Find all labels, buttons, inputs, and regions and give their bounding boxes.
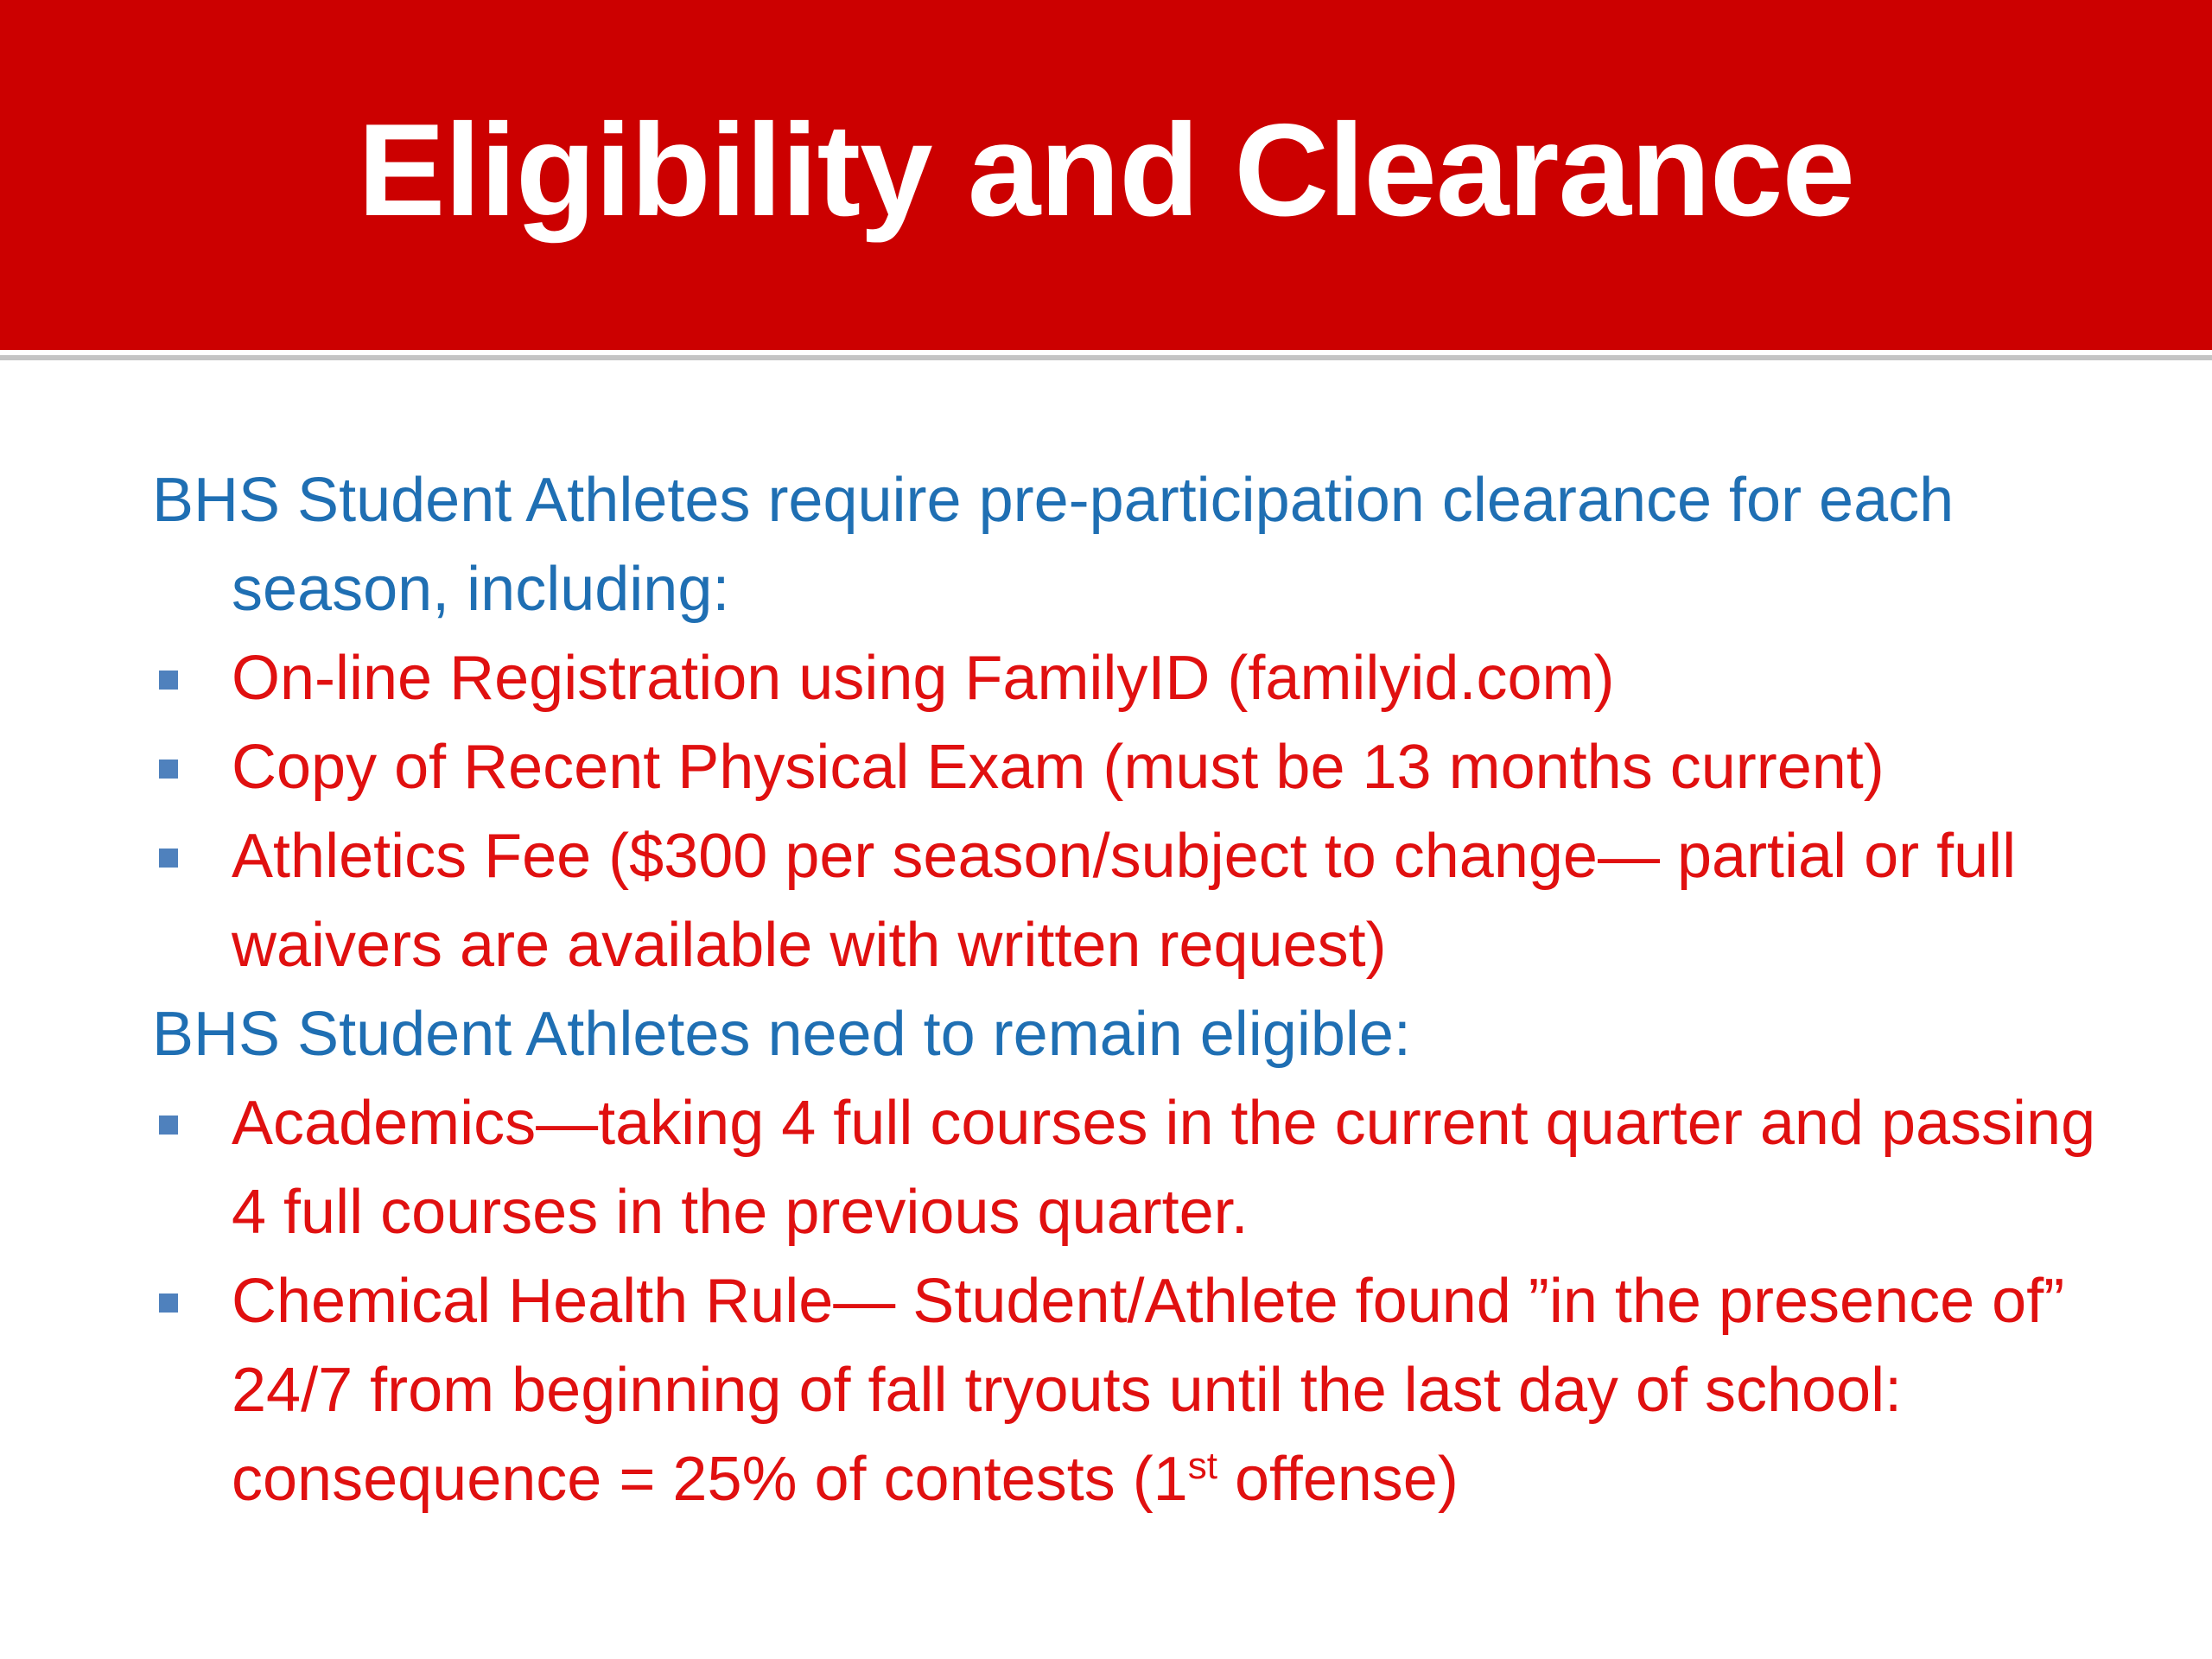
bullet-item-chemical-health	[152, 1257, 2096, 1524]
ordinal-superscript: st	[1187, 1445, 1217, 1487]
bullet-item-academics	[152, 1079, 2096, 1257]
section-heading-eligibility: BHS Student Athletes need to remain eligible:	[152, 1000, 1411, 1069]
slide-content	[152, 456, 2096, 1524]
square-bullet-icon	[159, 671, 178, 690]
title-bar	[0, 0, 2212, 350]
slide-title: Eligibility and Clearance	[358, 97, 1854, 244]
bullet-item-athletics-fee	[152, 812, 2096, 990]
square-bullet-icon	[159, 760, 178, 779]
square-bullet-icon	[159, 849, 178, 868]
section-heading-clearance: BHS Student Athletes require pre-participation clearance for each season, including:	[152, 466, 1955, 624]
square-bullet-icon	[159, 1116, 178, 1135]
bullet-text-chemical-health	[232, 1257, 2096, 1524]
bullet-text-main: Chemical Health Rule— Student/Athlete found ”in the presence of” 24/7 from beginning of fall tryouts until the last day of school: consequence = 25% of contests (1	[232, 1267, 2065, 1514]
bullet-text: Copy of Recent Physical Exam (must be 13 months current)	[232, 733, 1885, 802]
bullet-text: Athletics Fee ($300 per season/subject to change— partial or full waivers are available with written request)	[232, 822, 2017, 980]
bullet-item-physical-exam	[152, 723, 2096, 812]
bullet-text: Academics—taking 4 full courses in the current quarter and passing 4 full courses in the previous quarter.	[232, 1089, 2096, 1247]
square-bullet-icon	[159, 1294, 178, 1313]
bullet-text-tail: offense)	[1217, 1445, 1459, 1514]
bullet-item-registration	[152, 634, 2096, 723]
bullet-text: On-line Registration using FamilyID (familyid.com)	[232, 644, 1615, 713]
